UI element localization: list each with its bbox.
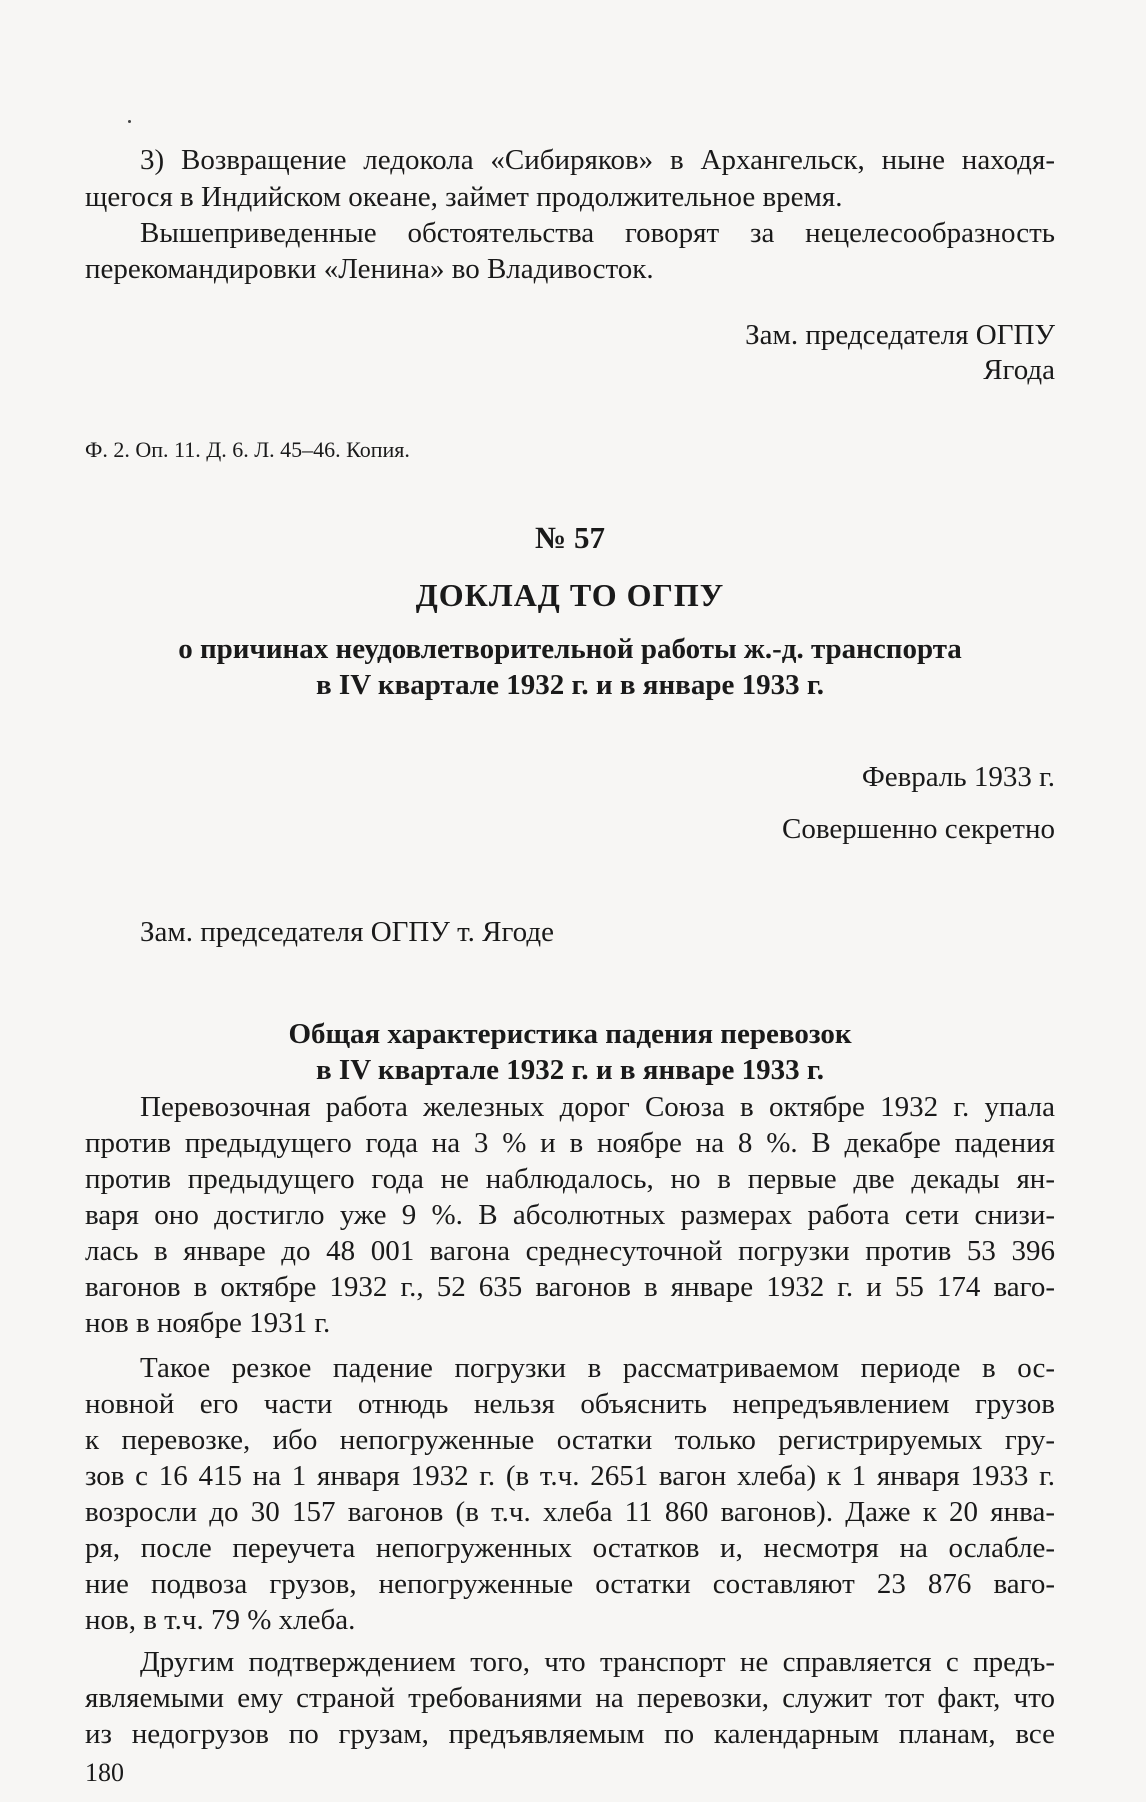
signature-name: Ягода: [983, 354, 1055, 386]
document-classification: Совершенно секретно: [782, 813, 1055, 845]
paragraph-2-line-4: зов с 16 415 на 1 января 1932 г. (в т.ч. 2651 вагон хлеба) к 1 января 1933 г.: [85, 1460, 1055, 1492]
paragraph-1-line-1: Перевозочная работа железных дорог Союза в октябре 1932 г. упала: [140, 1091, 1055, 1123]
archive-reference: Ф. 2. Оп. 11. Д. 6. Л. 45–46. Копия.: [85, 437, 410, 462]
section-heading-line-2: в IV квартале 1932 г. и в январе 1933 г.: [316, 1054, 824, 1086]
paragraph-2-line-1: Такое резкое падение погрузки в рассматриваемом периоде в ос-: [140, 1352, 1055, 1384]
document-title: ДОКЛАД ТО ОГПУ: [415, 577, 725, 613]
paragraph-2-line-3: к перевозке, ибо непогруженные остатки только регистрируемых гру-: [85, 1424, 1055, 1456]
paragraph-1-line-6: вагонов в октябре 1932 г., 52 635 вагонов в январе 1932 г. и 55 174 ваго-: [85, 1271, 1055, 1303]
signature-title: Зам. председателя ОГПУ: [745, 319, 1055, 351]
paragraph-1-line-7: нов в ноябре 1931 г.: [85, 1307, 331, 1339]
paragraph-2-line-2: новной его части отнюдь нельзя объяснить непредъявлением грузов: [85, 1388, 1055, 1420]
paragraph-1-line-3: против предыдущего года не наблюдалось, но в первые две декады ян-: [85, 1163, 1055, 1195]
intro-line-3: Вышеприведенные обстоятельства говорят за нецелесообразность: [140, 217, 1055, 249]
paragraph-2-line-8: нов, в т.ч. 79 % хлеба.: [85, 1604, 356, 1636]
page-number: 180: [85, 1758, 124, 1787]
intro-line-2: щегося в Индийском океане, займет продолжительное время.: [85, 181, 843, 213]
paragraph-3-line-2: являемыми ему страной требованиями на перевозки, служит тот факт, что: [85, 1682, 1055, 1714]
scan-speck: [128, 120, 131, 123]
document-subtitle-line-1: о причинах неудовлетворительной работы ж.-д. транспорта: [178, 633, 962, 665]
intro-line-4: перекомандировки «Ленина» во Владивосток.: [85, 253, 654, 285]
document-date: Февраль 1933 г.: [861, 761, 1055, 793]
paragraph-2-line-7: ние подвоза грузов, непогруженные остатки составляют 23 876 ваго-: [85, 1568, 1055, 1600]
document-number: № 57: [535, 520, 605, 555]
paragraph-2-line-5: возросли до 30 157 вагонов (в т.ч. хлеба 11 860 вагонов). Даже к 20 янва-: [85, 1496, 1055, 1528]
document-addressee: Зам. председателя ОГПУ т. Ягоде: [140, 916, 554, 948]
paragraph-3-line-1: Другим подтверждением того, что транспорт не справляется с предъ-: [140, 1646, 1055, 1678]
paragraph-1-line-4: варя оно достигло уже 9 %. В абсолютных размерах работа сети снизи-: [85, 1199, 1055, 1231]
paragraph-3-line-3: из недогрузов по грузам, предъявляемым по календарным планам, все: [85, 1718, 1055, 1750]
intro-line-1: 3) Возвращение ледокола «Сибиряков» в Архангельск, ныне находя-: [140, 144, 1055, 176]
section-heading-line-1: Общая характеристика падения перевозок: [288, 1018, 852, 1050]
paragraph-1-line-5: лась в январе до 48 001 вагона среднесуточной погрузки против 53 396: [85, 1235, 1055, 1267]
document-subtitle-line-2: в IV квартале 1932 г. и в январе 1933 г.: [316, 669, 824, 701]
paragraph-1-line-2: против предыдущего года на 3 % и в ноябре на 8 %. В декабре падения: [85, 1127, 1055, 1159]
paragraph-2-line-6: ря, после переучета непогруженных остатков и, несмотря на ослабле-: [85, 1532, 1055, 1564]
